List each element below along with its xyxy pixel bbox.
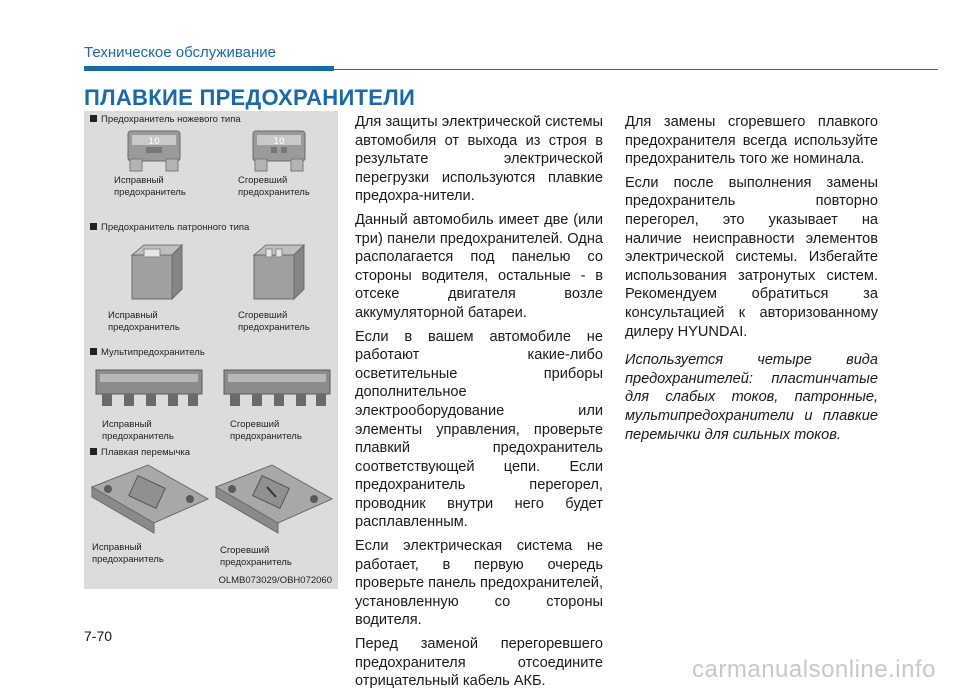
paragraph: Для замены сгоревшего плавкого предохранителя всегда используйте предохранитель того же номинала.	[625, 114, 878, 168]
text-column-middle	[355, 113, 603, 696]
watermark: carmanualsonline.info	[692, 656, 936, 683]
multi-blown-label: Сгоревший предохранитель	[230, 419, 302, 442]
multi-fuse-heading: Мультипредохранитель	[90, 347, 205, 358]
paragraph: Данный автомобиль имеет две (или три) панели предохранителей. Одна располагается под панелью со стороны водителя, остальные - в отсеке двигателя возле аккумуляторной батареи.	[355, 211, 603, 321]
link-good-label: Исправный предохранитель	[92, 542, 164, 565]
multi-fuse-blown-image	[222, 366, 332, 410]
cartridge-blown-label: Сгоревший предохранитель	[238, 310, 310, 333]
square-bullet-icon	[90, 115, 97, 122]
blade-fuse-good-image	[124, 129, 184, 173]
header-title: Техническое обслуживание	[84, 44, 276, 61]
text-column-right	[625, 113, 878, 449]
figure-panel	[84, 111, 338, 589]
paragraph: Если электрическая система не работает, в первую очередь проверьте панель предохранителей, установленную со стороны водителя.	[355, 538, 604, 629]
paragraph: Если после выполнения замены предохранитель повторно перегорел, это указывает на наличие неисправности элементов электрической системы. Избегайте использования затронутых систем. Рекомендуем обратиться за консультацией к авторизованному дилеру HYUNDAI.	[625, 174, 878, 340]
square-bullet-icon	[90, 223, 97, 230]
paragraph: Для защиты электрической системы автомобиля от выхода из строя в результате электрической перегрузки используются плавкие предохра-нители.	[355, 114, 603, 205]
cartridge-fuse-good-image	[122, 241, 188, 305]
blade-fuse-blown-marking: 10	[273, 137, 285, 147]
blade-fuse-heading: Предохранитель ножевого типа	[90, 114, 241, 125]
figure-code: OLMB073029/OBH072060	[218, 575, 332, 586]
cartridge-good-label: Исправный предохранитель	[108, 310, 180, 333]
multi-good-label: Исправный предохранитель	[102, 419, 174, 442]
fusible-link-good-image	[88, 461, 212, 539]
cartridge-fuse-blown-image	[244, 241, 310, 305]
paragraph: Перед заменой перегоревшего предохранителя отсоедините отрицательный кабель АКБ.	[355, 636, 603, 690]
blade-good-label: Исправный предохранитель	[114, 175, 186, 198]
italic-note: Используется четыре вида предохранителей: пластинчатые для слабых токов, патронные, мультипредохранители и плавкие перемычки для сильных токов.	[625, 352, 878, 443]
square-bullet-icon	[90, 448, 97, 455]
fusible-link-heading: Плавкая перемычка	[90, 447, 190, 458]
square-bullet-icon	[90, 348, 97, 355]
blade-fuse-good-marking: 10	[148, 137, 160, 147]
link-blown-label: Сгоревший предохранитель	[220, 545, 292, 568]
section-title: ПЛАВКИЕ ПРЕДОХРАНИТЕЛИ	[84, 85, 416, 110]
header-bar-thin	[334, 69, 938, 70]
cartridge-fuse-heading: Предохранитель патронного типа	[90, 222, 249, 233]
page-number: 7-70	[84, 628, 113, 644]
header-bar-thick	[84, 66, 334, 71]
paragraph: Если в вашем автомобиле не работают какие-либо осветительные приборы дополнительное электрооборудование или элементы управления, проверьте плавкий предохранитель соответствующей цепи. Если предохранитель перегорел, проводник внутри него будет расплавленным.	[355, 328, 603, 531]
blade-fuse-blown-image	[249, 129, 309, 173]
fusible-link-blown-image	[212, 461, 336, 539]
blade-blown-label: Сгоревший предохранитель	[238, 175, 310, 198]
multi-fuse-good-image	[94, 366, 204, 410]
